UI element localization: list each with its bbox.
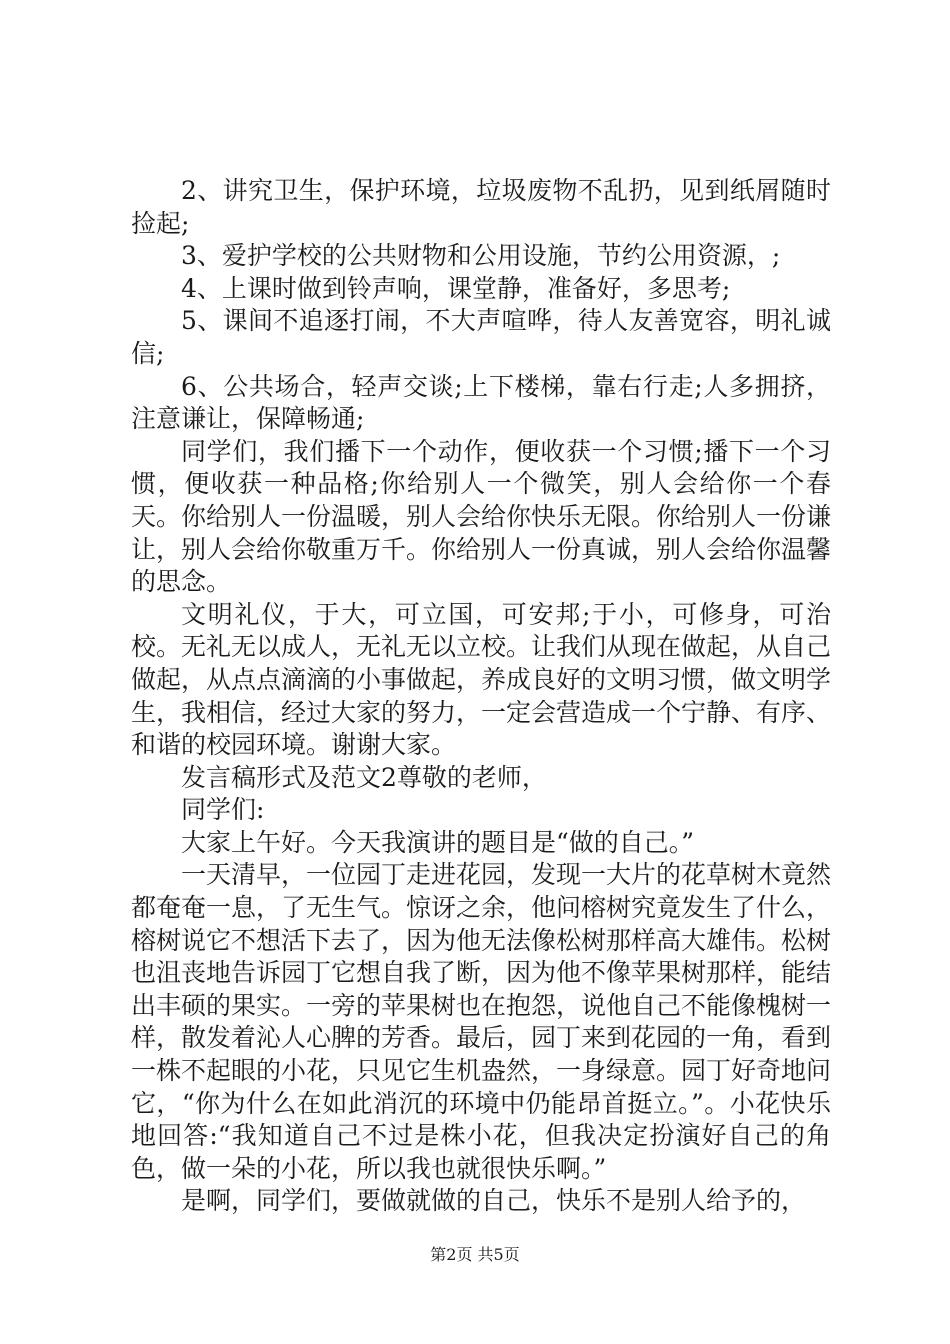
- paragraph: 是啊，同学们，要做就做的自己，快乐不是别人给予的，: [181, 1186, 807, 1216]
- paragraph: 同学们:: [181, 795, 265, 825]
- paragraph: 4、上课时做到铃声响，课堂静，准备好，多思考;: [181, 273, 731, 303]
- paragraph: 一天清早，一位园丁走进花园，发现一大片的花草树木竟然都奄奄一息，了无生气。惊讶之余，他问榕树究竟发生了什么，榕树说它不想活下去了，因为他无法像松树那样高大雄伟。松树也沮丧地告诉园丁它想自我了断，因为他不像苹果树那样，能结出丰硕的果实。一旁的苹果树也在抱怨，说他自己不能像槐树一样，散发着沁人心脾的芳香。最后，园丁来到花园的一角，看到一株不起眼的小花，只见它生机盎然，一身绿意。园丁好奇地问它，“你为什么在如此消沉的环境中仍能昂首挺立。”。小花快乐地回答:“我知道自己不过是株小花，但我决定扮演好自己的角色，做一朵的小花，所以我也就很快乐啊。”: [131, 860, 832, 1183]
- document-body: [131, 175, 831, 1218]
- paragraph: 同学们，我们播下一个动作，便收获一个习惯;播下一个习惯，便收获一种品格;你给别人一个微笑，别人会给你一个春天。你给别人一份温暖，别人会给你快乐无限。你给别人一份谦让，别人会给你敬重万千。你给别人一份真诚，别人会给你温馨的思念。: [131, 436, 832, 597]
- page-footer: 第2页 共5页: [430, 1245, 520, 1264]
- paragraph: 发言稿形式及范文2尊敬的老师，: [181, 762, 547, 792]
- paragraph: 3、爱护学校的公共财物和公用设施，节约公用资源，;: [181, 241, 781, 271]
- paragraph: 2、讲究卫生，保护环境，垃圾废物不乱扔，见到纸屑随时捡起;: [131, 176, 831, 238]
- paragraph: 5、课间不追逐打闹，不大声喧哗，待人友善宽容，明礼诚信;: [131, 306, 831, 368]
- paragraph: 6、公共场合，轻声交谈;上下楼梯，靠右行走;人多拥挤，注意谦让，保障畅通;: [131, 371, 831, 434]
- paragraph: 文明礼仪，于大，可立国，可安邦;于小，可修身，可治校。无礼无以成人，无礼无以立校。让我们从现在做起，从自己做起，从点点滴滴的小事做起，养成良好的文明习惯，做文明学生，我相信，经过大家的努力，一定会营造成一个宁静、有序、和谐的校园环境。谢谢大家。: [131, 599, 832, 760]
- paragraph: 大家上午好。今天我演讲的题目是“做的自己。”: [181, 827, 695, 857]
